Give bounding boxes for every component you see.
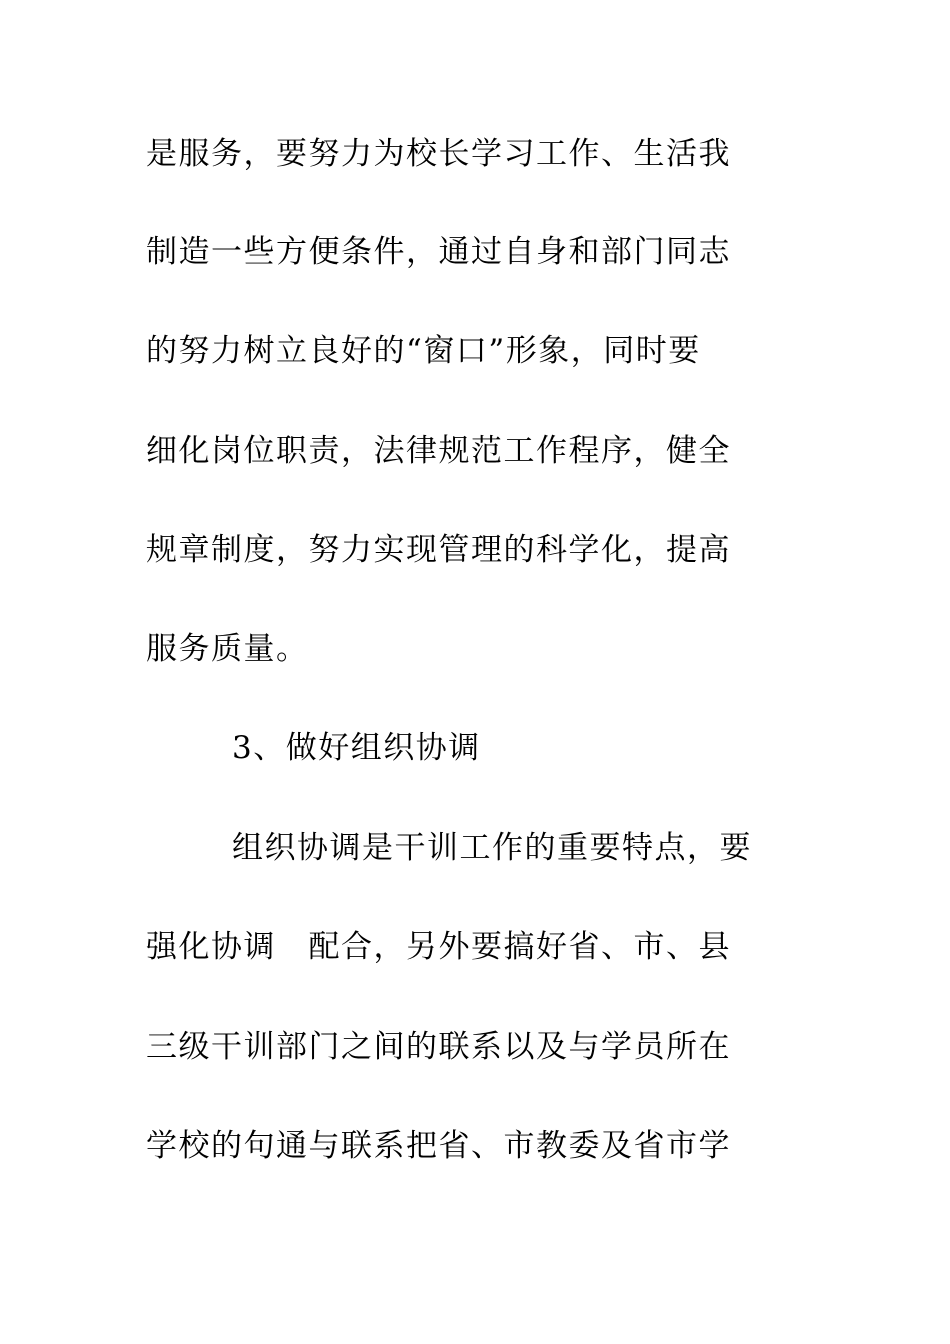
paragraph-line: 制造一些方便条件，通过自身和部门同志 bbox=[146, 234, 731, 270]
section-heading: 3、做好组织协调 bbox=[232, 730, 481, 766]
paragraph-line: 三级干训部门之间的联系以及与学员所在 bbox=[146, 1029, 731, 1065]
paragraph-line: 规章制度，努力实现管理的科学化，提高 bbox=[146, 532, 731, 568]
paragraph-line: 细化岗位职责，法律规范工作程序，健全 bbox=[146, 433, 731, 469]
paragraph-line: 学校的句通与联系把省、市教委及省市学 bbox=[146, 1128, 731, 1164]
paragraph-line: 的努力树立良好的“窗口”形象，同时要 bbox=[146, 333, 701, 369]
paragraph-line: 强化协调 配合，另外要搞好省、市、县 bbox=[146, 929, 731, 965]
paragraph-line: 服务质量。 bbox=[146, 631, 309, 667]
paragraph-line: 组织协调是干训工作的重要特点，要 bbox=[232, 830, 752, 866]
paragraph-line: 是服务，要努力为校长学习工作、生活我 bbox=[146, 136, 731, 172]
